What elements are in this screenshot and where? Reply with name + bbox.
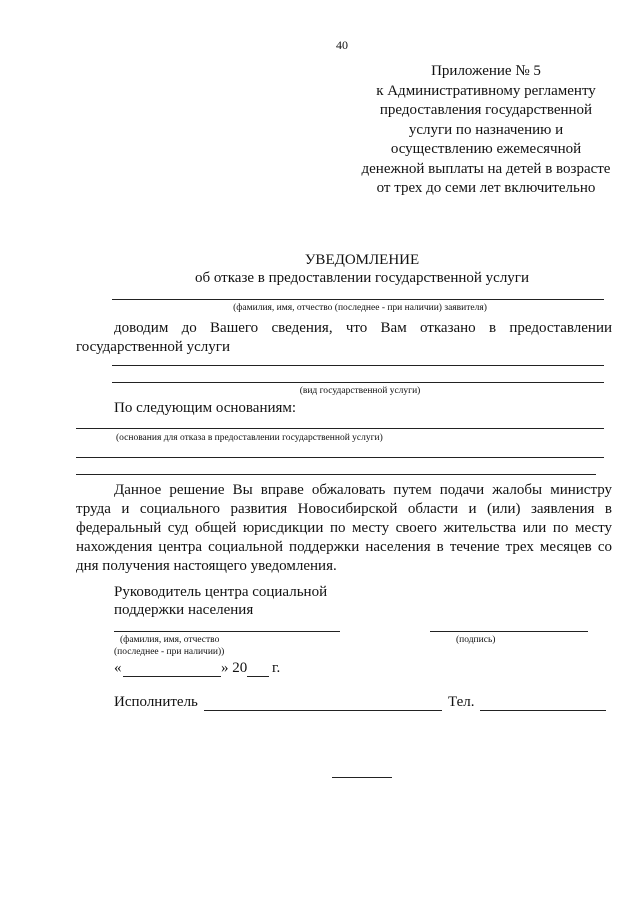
appendix-line: осуществлению ежемесячной xyxy=(390,141,582,157)
name-signature-line xyxy=(114,631,340,632)
appeal-paragraph: Данное решение Вы вправе обжаловать путем подачи жалобы министру труда и социального развития Новосибирской области и (или) заявления в федеральный суд общей юрисдикции по месту своего жительства или по месту нахождения центра социальной поддержки населения в течение трех месяцев со дня получения настоящего уведомления. xyxy=(76,482,612,574)
date-open-quote: « xyxy=(114,660,122,676)
applicant-caption: (фамилия, имя, отчество (последнее - при наличии) заявителя) xyxy=(233,303,487,313)
appendix-line: предоставления государственной xyxy=(379,102,593,118)
grounds-line-1 xyxy=(76,428,604,429)
date-year-line xyxy=(247,676,269,677)
applicant-line xyxy=(112,299,604,300)
sign-line xyxy=(430,631,588,632)
executor-line xyxy=(204,710,442,711)
name-caption-line2: (последнее - при наличии)) xyxy=(114,647,225,657)
phone-label: Тел. xyxy=(448,694,475,710)
grounds-line-3 xyxy=(76,474,596,475)
date-day-month-line xyxy=(123,676,221,677)
appendix-line: денежной выплаты на детей в возрасте xyxy=(361,160,611,177)
date-year-suffix: г. xyxy=(272,660,281,676)
service-line-2 xyxy=(112,382,604,383)
service-caption: (вид государственной услуги) xyxy=(299,386,421,396)
grounds-caption: (основания для отказа в предоставлении государственной услуги) xyxy=(116,433,383,443)
appendix-line: Приложение № 5 xyxy=(431,63,541,79)
end-separator-line xyxy=(332,777,392,778)
name-caption-line1: (фамилия, имя, отчество xyxy=(120,635,220,645)
executor-label: Исполнитель xyxy=(114,694,198,710)
page-number: 40 xyxy=(336,38,348,52)
date-year-prefix: » 20 xyxy=(221,660,248,676)
appendix-block xyxy=(355,62,617,199)
inform-paragraph: доводим до Вашего сведения, что Вам отказано в предоставлении государственной услуги xyxy=(76,320,612,355)
grounds-label: По следующим основаниям: xyxy=(114,400,297,416)
notice-title: УВЕДОМЛЕНИЕ xyxy=(304,252,420,268)
sign-caption: (подпись) xyxy=(456,635,496,645)
notice-subtitle: об отказе в предоставлении государственной услуги xyxy=(194,270,529,286)
appendix-line: услуги по назначению и xyxy=(408,121,564,138)
appendix-line: от трех до семи лет включительно xyxy=(376,180,596,196)
head-title-line2: поддержки населения xyxy=(114,602,254,618)
appendix-line: к Административному регламенту xyxy=(376,82,596,99)
grounds-line-2 xyxy=(76,457,604,458)
head-title-line1: Руководитель центра социальной xyxy=(114,584,328,600)
phone-line xyxy=(480,710,606,711)
service-line-1 xyxy=(112,365,604,366)
